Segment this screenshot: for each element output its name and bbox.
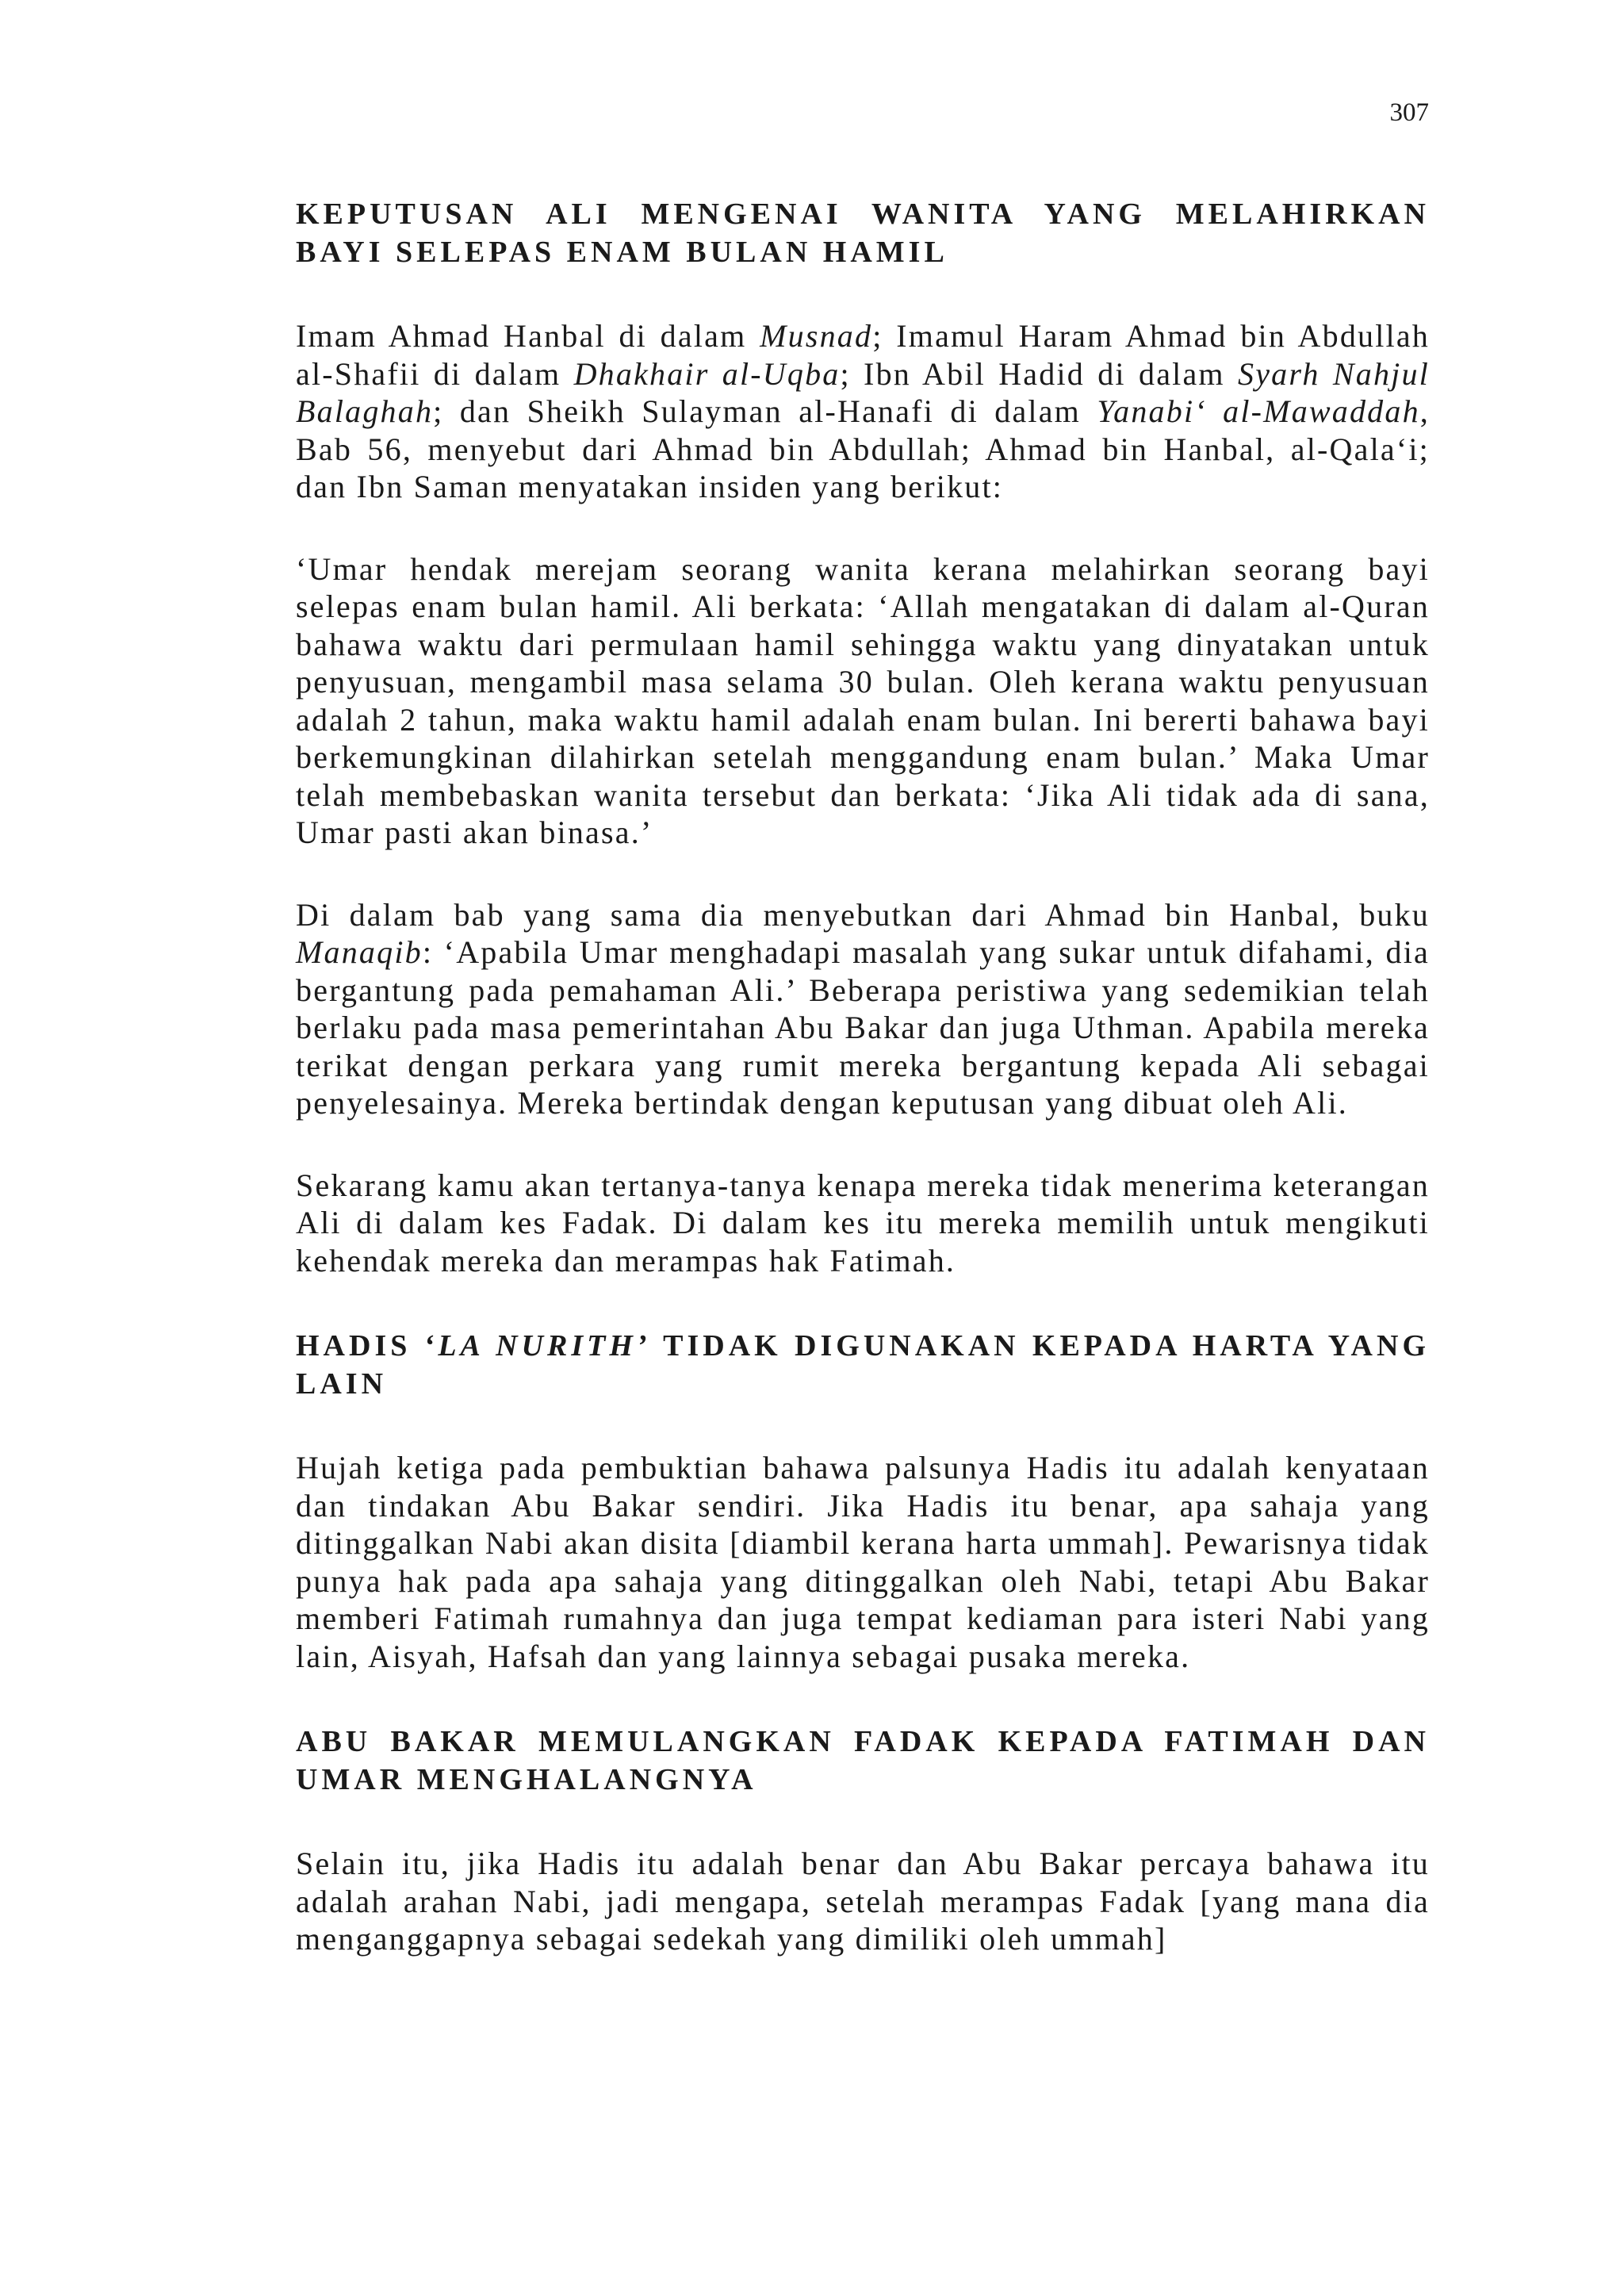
book-title-syarh: Syarh Nahjul Balaghah	[296, 355, 1430, 429]
page-content	[296, 195, 1430, 1958]
page-number: 307	[1389, 98, 1429, 127]
paragraph-1	[296, 317, 1430, 506]
paragraph-text: Imam Ahmad Hanbal di dalam	[296, 318, 760, 354]
paragraph-6: Selain itu, jika Hadis itu adalah benar dan Abu Bakar percaya bahawa itu adalah arahan Nabi, jadi mengapa, setelah merampas Fadak [yang mana dia menganggapnya sebagai sedekah yang dimiliki oleh ummah]	[296, 1846, 1430, 1957]
heading-text: TIDAK DIGUNAKAN KEPADA HARTA YANG LAIN	[296, 1329, 1431, 1401]
book-title-musnad: Musnad	[760, 318, 873, 354]
heading-italic-text: ‘LA NURITH’	[423, 1329, 651, 1363]
paragraph-text: ; dan Sheikh Sulayman al-Hanafi di dalam	[433, 393, 1097, 429]
paragraph-text: Di dalam bab yang sama dia menyebutkan dari Ahmad bin Hanbal, buku	[296, 896, 1430, 933]
paragraph-3	[296, 896, 1430, 1122]
paragraph-text: ; Imamul Haram Ahmad bin Abdullah al-Shafii di dalam	[296, 318, 1431, 392]
paragraph-5: Hujah ketiga pada pembuktian bahawa palsunya Hadis itu adalah kenyataan dan tindakan Abu Bakar sendiri. Jika Hadis itu benar, apa sahaja yang ditinggalkan Nabi akan disita [diambil kerana harta ummah]. Pewarisnya tidak punya hak pada apa sahaja yang ditinggalkan oleh Nabi, tetapi Abu Bakar memberi Fatimah rumahnya dan juga tempat kediaman para isteri Nabi yang lain, Aisyah, Hafsah dan yang lainnya sebagai pusaka mereka.	[296, 1450, 1430, 1674]
book-title-yanabi: Yanabi‘ al-Mawaddah	[1097, 393, 1420, 429]
book-title-dhakhair: Dhakhair al-Uqba	[573, 355, 841, 392]
paragraph-2: ‘Umar hendak merejam seorang wanita kerana melahirkan seorang bayi selepas enam bulan hamil. Ali berkata: ‘Allah mengatakan di dalam al-Quran bahawa waktu dari permulaan hamil sehingga waktu yang dinyatakan untuk penyusuan, mengambil masa selama 30 bulan. Oleh kerana waktu penyusuan adalah 2 tahun, maka waktu hamil adalah enam bulan. Ini bererti bahawa bayi berkemungkinan dilahirkan setelah menggandung enam bulan.’ Maka Umar telah membebaskan wanita tersebut dan berkata: ‘Jika Ali tidak ada di sana, Umar pasti akan binasa.’	[296, 550, 1430, 850]
book-title-manaqib: Manaqib	[296, 934, 423, 970]
paragraph-4: Sekarang kamu akan tertanya-tanya kenapa mereka tidak menerima keterangan Ali di dalam kes Fadak. Di dalam kes itu mereka memilih untuk mengikuti kehendak mereka dan merampas hak Fatimah.	[296, 1167, 1430, 1278]
heading-text: HADIS	[296, 1329, 424, 1363]
section-heading-3: ABU BAKAR MEMULANGKAN FADAK KEPADA FATIMAH DAN UMAR MENGHALANGNYA	[296, 1725, 1430, 1796]
section-heading-2	[296, 1327, 1430, 1403]
paragraph-text: ; Ibn Abil Hadid di dalam	[840, 355, 1239, 392]
paragraph-text: : ‘Apabila Umar menghadapi masalah yang sukar untuk difahami, dia bergantung pada pemahaman Ali.’ Beberapa peristiwa yang sedemikian telah berlaku pada masa pemerintahan Abu Bakar dan juga Uthman. Apabila mereka terikat dengan perkara yang rumit mereka bergantung kepada Ali sebagai penyelesainya. Mereka bertindak dengan keputusan yang dibuat oleh Ali.	[296, 934, 1430, 1121]
paragraph-text: , Bab 56, menyebut dari Ahmad bin Abdullah; Ahmad bin Hanbal, al-Qala‘i; dan Ibn Saman menyatakan insiden yang berikut:	[296, 393, 1430, 504]
section-heading-1: KEPUTUSAN ALI MENGENAI WANITA YANG MELAHIRKAN BAYI SELEPAS ENAM BULAN HAMIL	[296, 197, 1430, 269]
